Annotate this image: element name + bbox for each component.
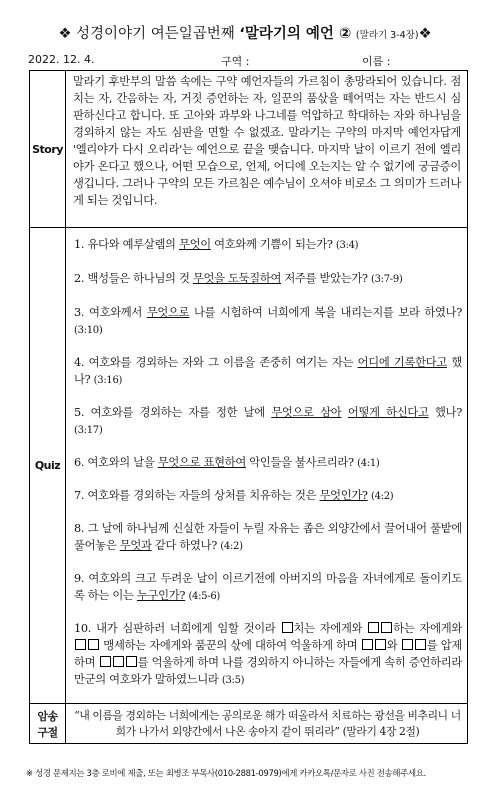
blank-box (126, 656, 137, 667)
quiz-question-3: 3. 여호와께서 무엇으로 나를 시험하여 너희에게 복을 내리는지를 보라 하였나? (3:10) (74, 306, 462, 336)
quiz-question-8: 8. 그 날에 하나님께 신실한 자들이 누릴 자유는 좁은 외양간에서 끌어내어 풀밭에 풀어놓은 무엇과 같다 하였나? (4:2) (74, 522, 462, 552)
footnote: ※ 성경 문제지는 3층 로비에 제출, 또는 최병조 부목사(010-2881-0979)에게 카카오톡/문자로 사진 전송해주세요. (26, 768, 426, 778)
quiz-list (66, 228, 467, 689)
blank-box (415, 639, 426, 650)
series-label: 성경이야기 여든일곱번째 (76, 26, 235, 42)
blank-box (375, 639, 386, 650)
blank-box (282, 622, 293, 633)
district-label: 구역 : (221, 55, 250, 68)
quiz-question-6: 6. 여호와의 날을 무엇으로 표현하여 악인들을 불사르리라? (4:1) (74, 456, 380, 469)
blank-box (100, 656, 111, 667)
memory-verse-label: 암송 구절 (30, 704, 66, 744)
memory-verse-cell (66, 704, 468, 744)
diamond-right-icon: ❖ (418, 26, 432, 42)
lesson-title: ‘말라기의 예언 ② (239, 26, 352, 42)
name-label: 이름 : (362, 55, 391, 68)
diamond-left-icon: ❖ (58, 26, 72, 42)
quiz-question-7: 7. 여호와를 경외하는 자들의 상처를 치유하는 것은 무엇인가? (4:2) (74, 489, 394, 502)
date: 2022. 12. 4. (28, 53, 95, 66)
quiz-question-10: 10. 내가 심판하러 너희에게 임할 것이라 치는 자에게와 하는 자에게와 맹세하는 자에게와 품꾼의 삯에 대하여 억울하게 하며 와 를 압제하며 를 억울하게 하며 나를 경외하지 아니하는 자들에게 속히 증언하리라 만군의 여호와가 말하였느니라 (3:5) (74, 622, 463, 686)
memory-verse-text: “내 이름을 경외하는 너희에게는 공의로운 해가 떠올라서 치료하는 광선을 비추리니 너희가 나가서 외양간에서 나온 송아지 같이 뛰리라” (말라기 4장 2절) (74, 709, 461, 738)
blank-box (381, 622, 392, 633)
page-title (0, 22, 490, 43)
story-label: Story (30, 71, 66, 228)
quiz-cell (66, 228, 468, 704)
quiz-question-1: 1. 유다와 예루살렘의 무엇이 여호와께 기쁨이 되는가? (3:4) (74, 238, 359, 251)
quiz-label: Quiz (30, 228, 66, 704)
worksheet-table (29, 70, 468, 744)
quiz-question-4: 4. 여호와를 경외하는 자와 그 이름을 존중히 여기는 자는 어디에 기록한다고 했나? (3:16) (74, 356, 463, 386)
scripture-reference: (말라기 3-4장) (355, 30, 419, 41)
quiz-question-9: 9. 여호와의 크고 두려운 날이 이르기전에 아버지의 마음을 자녀에게로 돌이키도록 하는 이는 누구인가? (4:5-6) (74, 572, 462, 602)
meta-row (28, 53, 468, 69)
blank-box (113, 656, 124, 667)
quiz-question-2: 2. 백성들은 하나님의 것 무엇을 도둑질하여 저주를 받았는가? (3:7-9) (74, 272, 403, 285)
blank-box (75, 639, 86, 650)
blank-box (88, 639, 99, 650)
blank-box (362, 639, 373, 650)
quiz-question-5: 5. 여호와를 경외하는 자를 정한 날에 무엇으로 삼아 어떻게 하신다고 했나? (3:17) (74, 406, 462, 436)
story-cell (66, 71, 468, 228)
blank-box (368, 622, 379, 633)
blank-box (402, 639, 413, 650)
story-text: 말라기 후반부의 말씀 속에는 구약 예언자들의 가르침이 총망라되어 있습니다. 점치는 자, 간음하는 자, 거짓 증언하는 자, 일꾼의 품삯을 떼어먹는 자는 반드시 심판하신다고 합니다. 또 고아와 과부와 나그네를 억압하고 학대하는 자와 하나님을 경외하지 않는 자도 심판을 면할 수 없겠죠. 말라기는 구약의 마지막 예언자답게 '엘리야가 다시 오리라'는 예언으로 끝을 맺습니다. 마지막 날이 이르기 전에 엘리야가 온다고 했으나, 어떤 모습으로, 언제, 어디에 오는지는 알 수 없기에 궁금증이 생깁니다. 그러나 구약의 모든 가르침은 예수님이 오셔야 비로소 그 의미가 드러나게 되는 것입니다. (73, 75, 461, 207)
